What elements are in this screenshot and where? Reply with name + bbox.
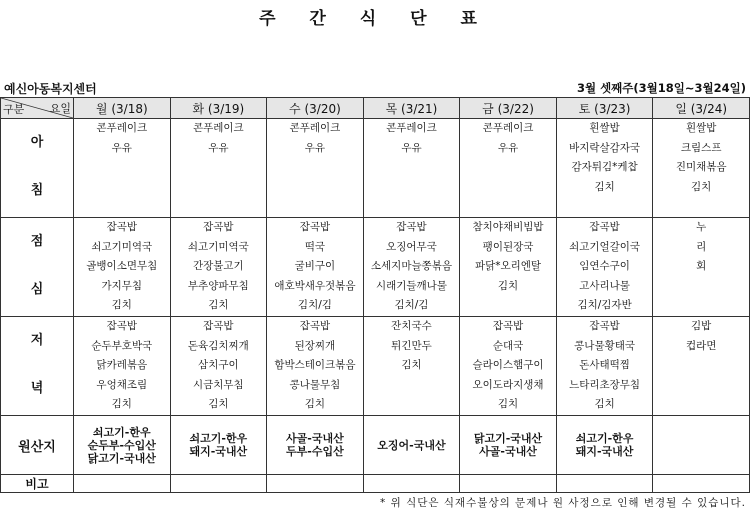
menu-item: 쇠고기미역국	[91, 240, 153, 253]
dinner-cell	[267, 317, 364, 416]
menu-item: 굴비구이	[294, 260, 336, 272]
day-header: 목 (3/21)	[363, 98, 460, 119]
menu-item: 김치	[497, 398, 519, 410]
origin-cell	[267, 416, 364, 475]
menu-item: 김치	[594, 180, 615, 193]
menu-item: 우유	[497, 141, 519, 154]
origin-item: 쇠고기-한우	[92, 425, 151, 439]
origin-label: 원산지	[1, 416, 74, 475]
origin-item: 오징어-국내산	[377, 438, 446, 452]
origin-item: 쇠고기-한우	[575, 432, 634, 445]
menu-item: 콘푸레이크	[386, 122, 437, 134]
origin-item: 돼지-국내산	[189, 445, 248, 458]
menu-item: 잡곡밥	[203, 221, 234, 233]
menu-item: 콩나물황태국	[574, 339, 636, 352]
menu-item: 콘푸레이크	[482, 122, 534, 134]
menu-item: 쇠고기미역국	[187, 240, 249, 253]
menu-item: 참치야채비빔밥	[472, 221, 544, 233]
menu-item: 느타리초장무침	[569, 378, 641, 391]
menu-item: 고사리나물	[579, 279, 630, 292]
day-header: 수 (3/20)	[267, 98, 364, 119]
menu-item: 잡곡밥	[299, 320, 331, 332]
menu-item: 김치	[401, 359, 422, 371]
day-header: 화 (3/19)	[170, 98, 267, 119]
menu-item: 회	[696, 260, 707, 272]
dinner-cell	[170, 317, 267, 416]
menu-item: 김치	[208, 398, 229, 410]
menu-item: 순두부호박국	[91, 339, 153, 352]
menu-item: 콘푸레이크	[192, 122, 244, 134]
origin-cell	[556, 416, 653, 475]
menu-item: 순대국	[492, 339, 524, 352]
meal-label-top: 저	[30, 333, 44, 348]
breakfast-cell	[267, 119, 364, 218]
lunch-cell	[556, 218, 653, 317]
menu-item: 우유	[208, 141, 229, 154]
menu-item: 쇠고기얼갈이국	[569, 240, 641, 253]
week-range: 3월 셋째주(3월18일~3월24일)	[576, 81, 746, 95]
menu-item: 골뱅이소면무침	[86, 260, 158, 272]
remarks-row	[1, 475, 750, 493]
menu-item: 크림스프	[680, 141, 722, 154]
menu-item: 잡곡밥	[589, 221, 620, 233]
lunch-cell	[460, 218, 557, 317]
lunch-cell	[170, 218, 267, 317]
day-header: 금 (3/22)	[460, 98, 557, 119]
menu-item	[653, 395, 749, 415]
menu-item: 바지락살감자국	[569, 141, 641, 154]
dinner-row	[1, 317, 750, 416]
menu-item	[653, 376, 749, 396]
dinner-cell	[74, 317, 171, 416]
lunch-row	[1, 218, 750, 317]
meal-label-bottom: 심	[30, 282, 44, 297]
menu-item: 돈육김치찌개	[187, 339, 249, 352]
menu-item: 잡곡밥	[106, 320, 137, 332]
breakfast-cell	[74, 119, 171, 218]
origin-cell	[653, 416, 750, 475]
origin-item: 사골-국내산	[286, 432, 344, 445]
header-row	[1, 98, 750, 119]
meal-label-lunch	[1, 218, 74, 317]
menu-item: 잡곡밥	[299, 221, 331, 233]
menu-item: 김치	[111, 398, 132, 410]
menu-item: 임연수구이	[579, 260, 630, 272]
menu-item: 우유	[304, 141, 326, 154]
meal-label-bottom: 침	[30, 183, 44, 198]
menu-item: 된장찌개	[294, 339, 336, 352]
lunch-cell	[267, 218, 364, 317]
menu-item: 부추양파무침	[187, 279, 249, 292]
menu-item: 돈사태떡찜	[579, 359, 630, 371]
remarks-cell	[170, 475, 267, 493]
origin-cell	[460, 416, 557, 475]
breakfast-cell	[556, 119, 653, 218]
menu-item: 김치/김	[297, 299, 332, 311]
origin-item: 두부-수입산	[286, 445, 344, 458]
menu-item	[460, 296, 556, 316]
breakfast-cell	[653, 119, 750, 218]
menu-item: 김치	[208, 299, 229, 311]
corner-label-day: 요일	[49, 102, 71, 115]
menu-item: 김치	[594, 398, 615, 410]
menu-item: 튀긴만두	[391, 339, 432, 352]
origin-item: 닭고기-국내산	[87, 451, 156, 465]
menu-item: 팽이된장국	[482, 240, 534, 253]
remarks-cell	[653, 475, 750, 493]
menu-item: 잔치국수	[391, 320, 432, 332]
menu-item: 파닭*오리엔탈	[474, 260, 542, 272]
menu-item	[364, 376, 460, 396]
dinner-cell	[460, 317, 557, 416]
menu-item: 우유	[111, 141, 132, 154]
menu-item: 흰쌀밥	[685, 122, 717, 134]
menu-item	[653, 356, 749, 376]
menu-item: 잡곡밥	[396, 221, 427, 233]
menu-item: 김치/김자반	[577, 299, 632, 311]
menu-item: 오징어무국	[386, 240, 437, 253]
meal-label-bottom: 녁	[30, 381, 44, 396]
origin-cell	[363, 416, 460, 475]
remarks-cell	[460, 475, 557, 493]
meal-label-top: 점	[30, 234, 44, 249]
lunch-cell	[74, 218, 171, 317]
menu-item: 김밥	[691, 320, 712, 332]
menu-item: 감자튀김*케찹	[571, 161, 638, 173]
lunch-cell	[653, 218, 750, 317]
weekly-menu-table	[0, 97, 750, 493]
dinner-cell	[363, 317, 460, 416]
menu-item: 김치	[497, 279, 519, 292]
breakfast-cell	[363, 119, 460, 218]
origin-item: 순두부-수입산	[87, 438, 156, 452]
menu-item: 콘푸레이크	[96, 122, 148, 134]
menu-item: 김치	[304, 398, 326, 410]
remarks-cell	[74, 475, 171, 493]
origin-item: 닭고기-국내산	[473, 432, 543, 445]
origin-item: 사골-국내산	[479, 445, 537, 458]
menu-item: 잡곡밥	[492, 320, 524, 332]
breakfast-cell	[170, 119, 267, 218]
remarks-label: 비고	[1, 475, 74, 493]
menu-item: 김치/김	[394, 299, 429, 311]
origin-cell	[170, 416, 267, 475]
menu-item: 시래기들깨나물	[375, 279, 447, 292]
meal-label-breakfast	[1, 119, 74, 218]
lunch-cell	[363, 218, 460, 317]
menu-item: 우유	[401, 141, 422, 154]
menu-item: 애호박새우젓볶음	[274, 279, 356, 292]
menu-item	[653, 296, 749, 316]
menu-item: 잡곡밥	[203, 320, 234, 332]
menu-item: 김치	[691, 180, 712, 193]
day-header: 토 (3/23)	[556, 98, 653, 119]
meal-label-dinner	[1, 317, 74, 416]
menu-item: 컵라면	[685, 339, 717, 352]
day-header: 일 (3/24)	[653, 98, 750, 119]
menu-item: 슬라이스햄구이	[472, 359, 544, 371]
origin-item: 쇠고기-한우	[189, 432, 248, 445]
menu-item: 누	[696, 221, 707, 233]
center-name: 예신아동복지센터	[4, 82, 97, 96]
menu-item: 김치	[111, 299, 132, 311]
footnote: * 위 식단은 식재수불상의 문제나 원 사정으로 인해 변경될 수 있습니다.	[380, 497, 746, 509]
menu-item	[653, 277, 749, 297]
breakfast-cell	[460, 119, 557, 218]
menu-item: 떡국	[304, 240, 326, 253]
menu-item: 가지무침	[101, 279, 143, 292]
remarks-cell	[363, 475, 460, 493]
origin-row	[1, 416, 750, 475]
menu-item: 우엉채조림	[96, 378, 148, 391]
menu-item: 진미채볶음	[675, 161, 727, 173]
corner-label-category: 구분	[3, 103, 25, 116]
menu-item: 오이도라지생채	[472, 378, 544, 391]
remarks-cell	[267, 475, 364, 493]
menu-item: 잡곡밥	[589, 320, 620, 332]
day-header: 월 (3/18)	[74, 98, 171, 119]
menu-item: 간장불고기	[192, 260, 244, 272]
menu-item: 삼치구이	[198, 359, 239, 371]
menu-item: 콘푸레이크	[289, 122, 341, 134]
menu-item: 함박스테이크볶음	[274, 359, 356, 371]
menu-item: 리	[696, 240, 707, 253]
menu-item: 콩나물무침	[289, 378, 341, 391]
meal-label-top: 아	[30, 135, 44, 150]
menu-item	[364, 395, 460, 415]
menu-item: 잡곡밥	[106, 221, 137, 233]
menu-item: 시금치무침	[192, 378, 244, 391]
remarks-cell	[556, 475, 653, 493]
menu-item: 흰쌀밥	[589, 122, 620, 134]
page-title: 주 간 식 단 표	[259, 9, 491, 29]
menu-item: 소세지마늘쫑볶음	[370, 260, 453, 272]
corner-cell	[1, 98, 74, 119]
origin-cell	[74, 416, 171, 475]
breakfast-row	[1, 119, 750, 218]
menu-item: 닭카레볶음	[96, 359, 148, 371]
dinner-cell	[556, 317, 653, 416]
dinner-cell	[653, 317, 750, 416]
origin-item: 돼지-국내산	[575, 445, 634, 458]
